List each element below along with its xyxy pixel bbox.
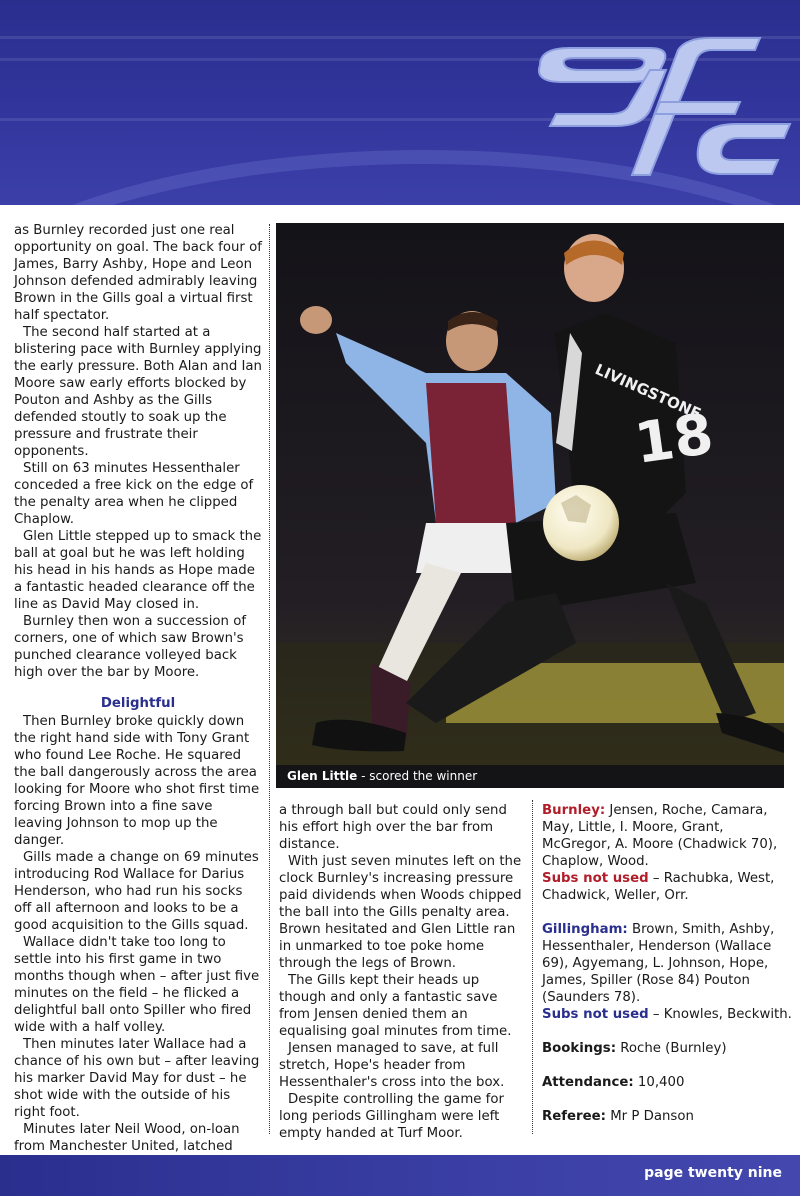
subs-label: Subs not used [542, 871, 649, 886]
article-paragraph: Wallace didn't take too long to settle into his first game in two months though when – after just five minutes on the field – he flicked a delightful ball onto Spiller who fired wide with a half volley. [14, 935, 260, 1035]
subs-text: – Rachubka, West, Chadwick, Weller, Orr. [542, 871, 775, 903]
referee-name: Mr P Danson [605, 1109, 694, 1124]
article-paragraph: Gills made a change on 69 minutes introducing Rod Wallace for Darius Henderson, who had run his socks off all afternoon and looks to be a good acquisition to the Gills squad. [14, 850, 259, 933]
bookings [542, 1040, 792, 1057]
article-paragraph: a through ball but could only send his effort high over the bar from distance. [279, 803, 507, 852]
football [543, 485, 619, 561]
gillingham-subs [542, 1006, 792, 1023]
section-subheading: Delightful [100, 696, 176, 711]
gfc-logo [500, 10, 800, 195]
column-divider [532, 800, 533, 1134]
match-photo [276, 223, 784, 788]
caption-player-name: Glen Little [287, 769, 358, 783]
article-paragraph: The second half started at a blistering pace with Burnley applying the early pressure. Both Alan and Ian Moore saw early efforts blocked by Pouton and Ashby as the Gills defended stoutly to soak up the pressure and frustrate their opponents. [14, 325, 262, 459]
subs-label: Subs not used [542, 1007, 649, 1022]
article-paragraph: With just seven minutes left on the clock Burnley's increasing pressure paid dividends when Woods chipped the ball into the Gills penalty area. Brown hesitated and Glen Little ran in unmarked to toe poke home through the legs of Brown. [279, 854, 522, 971]
article-paragraph: Despite controlling the game for long periods Gillingham were left empty handed at Turf Moor. [279, 1092, 504, 1141]
article-paragraph: as Burnley recorded just one real opportunity on goal. The back four of James, Barry Ashby, Hope and Leon Johnson defended admirably leaving Brown in the Gills goal a virtual first half spectator. [14, 223, 262, 323]
article-paragraph: Burnley then won a succession of corners, one of which saw Brown's punched clearance volleyed back high over the bar by Moore. [14, 614, 247, 680]
caption-text: - scored the winner [357, 769, 478, 783]
shirt-number: 18 [630, 401, 718, 477]
referee [542, 1108, 792, 1125]
gillingham-lineup [542, 921, 792, 1006]
subs-text: – Knowles, Beckwith. [648, 1007, 792, 1022]
bookings-text: Roche (Burnley) [616, 1041, 727, 1056]
lineup-text: Jensen, Roche, Camara, May, Little, I. Moore, Grant, McGregor, A. Moore (Chadwick 70), Chaplow, Wood. [542, 803, 778, 869]
article-column-2 [279, 802, 525, 1142]
photo-caption [276, 765, 784, 788]
article-paragraph: Then Burnley broke quickly down the right hand side with Tony Grant who found Lee Roche. He squared the ball dangerously across the area looking for Moore who shot first time forcing Brown into a fine save leaving Johnson to mop up the danger. [14, 714, 260, 848]
burnley-subs [542, 870, 792, 904]
article-paragraph: Jensen managed to save, at full stretch, Hope's header from Hessenthaler's cross into the box. [279, 1041, 505, 1090]
burnley-lineup [542, 802, 792, 870]
page-number: page twenty nine [644, 1165, 782, 1181]
team-label: Burnley: [542, 803, 606, 818]
teams-column [542, 802, 792, 1125]
lineup-text: Brown, Smith, Ashby, Hessenthaler, Henderson (Wallace 69), Agyemang, L. Johnson, Hope, James, Spiller (Rose 84) Pouton (Saunders 78). [542, 922, 775, 1005]
shirt-name: LIVINGSTONE [592, 360, 704, 423]
bookings-label: Bookings: [542, 1041, 617, 1056]
article-paragraph: Glen Little stepped up to smack the ball at goal but he was left holding his head in his hands as Hope made a fantastic headed clearance off the line as David May closed in. [14, 529, 262, 612]
attendance [542, 1074, 792, 1091]
article-paragraph: Still on 63 minutes Hessenthaler conceded a free kick on the edge of the penalty area when he clipped Chaplow. [14, 461, 254, 527]
team-label: Gillingham: [542, 922, 628, 937]
attendance-value: 10,400 [633, 1075, 685, 1090]
match-action-illustration [276, 223, 784, 765]
referee-label: Referee: [542, 1109, 606, 1124]
article-paragraph: Minutes later Neil Wood, on-loan from Manchester United, latched [14, 1122, 240, 1154]
article-paragraph: The Gills kept their heads up though and only a fantastic save from Jensen denied them an equalising goal minutes from time. [279, 973, 512, 1039]
column-divider [269, 224, 270, 1134]
article-column-1 [14, 222, 262, 1172]
article-paragraph: Then minutes later Wallace had a chance of his own but – after leaving his marker David May for dust – he shot wide with the outside of his right foot. [14, 1037, 260, 1120]
attendance-label: Attendance: [542, 1075, 634, 1090]
page-footer [0, 1155, 800, 1196]
page-header-banner [0, 0, 800, 205]
